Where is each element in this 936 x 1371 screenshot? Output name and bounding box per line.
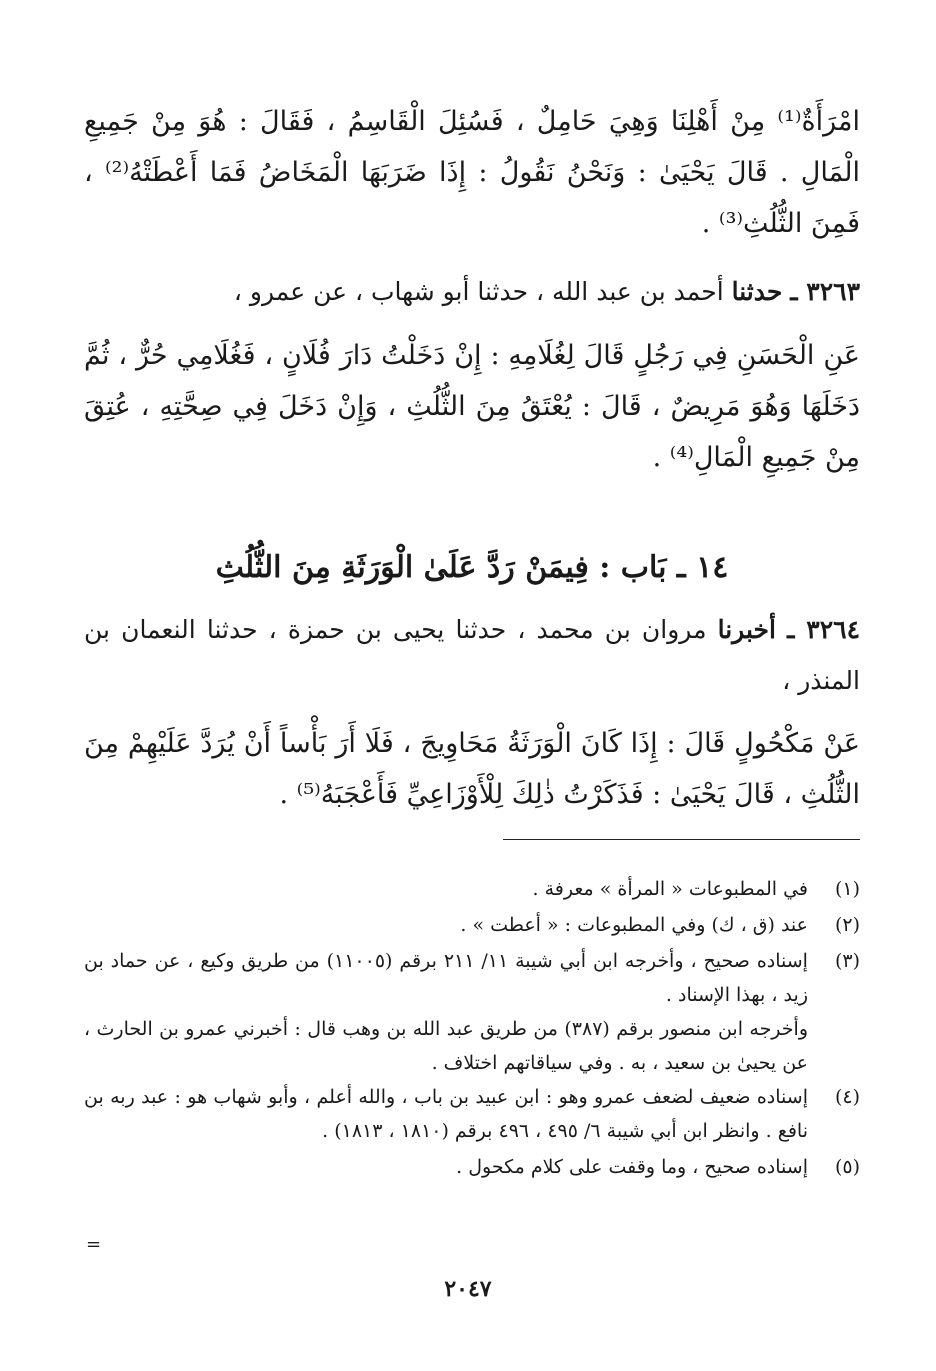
footnote-text: إسناده صحيح ، وأخرجه ابن أبي شيبة ١١/ ٢١١ برقم (١١٠٠٥) من طريق وكيع ، عن حماد بن زيد ، بهذا الإسناد .	[84, 950, 808, 1006]
chapter-heading: ١٤ ـ بَاب : فِيمَنْ رَدَّ عَلَىٰ الْوَرَثَةِ مِنَ الثُّلُثِ	[215, 550, 729, 585]
hadith-number: ٣٢٦٤ ـ	[787, 615, 861, 644]
footnote-text: عند (ق ، ك) وفي المطبوعات : « أعطت » .	[460, 914, 808, 936]
footnote-continuation: وأخرجه ابن منصور برقم (٣٨٧) من طريق عبد الله بن وهب قال : أخبرني عمرو بن الحارث ، عن يحيىٰ بن سعيد ، به . وفي سياقاتهم اختلاف .	[84, 1018, 808, 1074]
footnote	[84, 1080, 860, 1148]
page-number: ٢٠٤٧	[444, 1276, 492, 1302]
footnote-number: (٥)	[834, 1156, 860, 1178]
hadith-3263-isnad	[84, 266, 860, 317]
isnad-text: أحمد بن عبد الله ، حدثنا أبو شهاب ، عن عمرو ،	[233, 277, 724, 306]
footnote	[84, 944, 860, 1012]
footnote-number: (٤)	[834, 1086, 860, 1108]
footnote	[84, 1150, 860, 1184]
footnote-number: (٢)	[834, 914, 860, 936]
footnote-text: إسناده ضعيف لضعف عمرو وهو : ابن عبيد بن باب ، والله أعلم ، وأبو شهاب هو : عبد ربه بن نافع . وانظر ابن أبي شيبة ٦/ ٤٩٥ ، ٤٩٦ برقم (١٨١٠ ، ١٨١٣) .	[84, 1086, 808, 1142]
footnote	[84, 872, 860, 906]
hadith-lead: حدثنا	[731, 277, 783, 306]
footnotes	[84, 872, 860, 1184]
footnote-text: في المطبوعات « المرأة » معرفة .	[532, 878, 808, 900]
hadith-3263-text	[84, 330, 860, 483]
hadith-lead: أخبرنا	[717, 615, 776, 644]
footnote-number: (١)	[834, 878, 860, 900]
footnote-separator	[503, 839, 860, 840]
continued-passage	[84, 96, 860, 249]
passage-text: امْرَأَةٌ⁽¹⁾ مِنْ أَهْلِنَا وَهِيَ حَامِلٌ ، فَسُئِلَ الْقَاسِمُ ، فَقَالَ : هُوَ مِنْ جَمِيعِ الْمَالِ . قَالَ يَحْيَىٰ : وَنَحْنُ نَقُولُ : إِذَا ضَرَبَهَا الْمَخَاضُ فَمَا أَعْطَتْهُ⁽²⁾ ، فَمِنَ الثُّلُثِ⁽³⁾ .	[84, 106, 860, 239]
continuation-mark: =	[86, 1234, 102, 1255]
footnote-text: إسناده صحيح ، وما وقفت على كلام مكحول .	[456, 1156, 808, 1178]
hadith-number: ٣٢٦٣ ـ	[790, 277, 860, 306]
hadith-3264-text	[84, 718, 860, 820]
footnote-number: (٣)	[834, 950, 860, 972]
matn-text: عَنِ الْحَسَنِ فِي رَجُلٍ قَالَ لِغُلَامِهِ : إِنْ دَخَلْتُ دَارَ فُلَانٍ ، فَغُلَامِي حُرٌّ ، ثُمَّ دَخَلَهَا وَهُوَ مَرِيضٌ ، قَالَ : يُعْتَقُ مِنَ الثُّلُثِ ، وَإِنْ دَخَلَ فِي صِحَّتِهِ ، عُتِقَ مِنْ جَمِيعِ الْمَالِ⁽⁴⁾ .	[84, 340, 860, 473]
matn-text: عَنْ مَكْحُولٍ قَالَ : إِذَا كَانَ الْوَرَثَةُ مَحَاوِيجَ ، فَلَا أَرَ بَأْساً أَنْ يُرَدَّ عَلَيْهِمْ مِنَ الثُّلُثِ ، قَالَ يَحْيَىٰ : فَذَكَرْتُ ذٰلِكَ لِلْأَوْزَاعِيِّ فَأَعْجَبَهُ⁽⁵⁾ .	[84, 728, 860, 810]
isnad-text: مروان بن محمد ، حدثنا يحيى بن حمزة ، حدثنا النعمان بن المنذر ،	[84, 615, 860, 695]
hadith-3264-isnad	[84, 604, 860, 706]
footnote	[84, 908, 860, 942]
